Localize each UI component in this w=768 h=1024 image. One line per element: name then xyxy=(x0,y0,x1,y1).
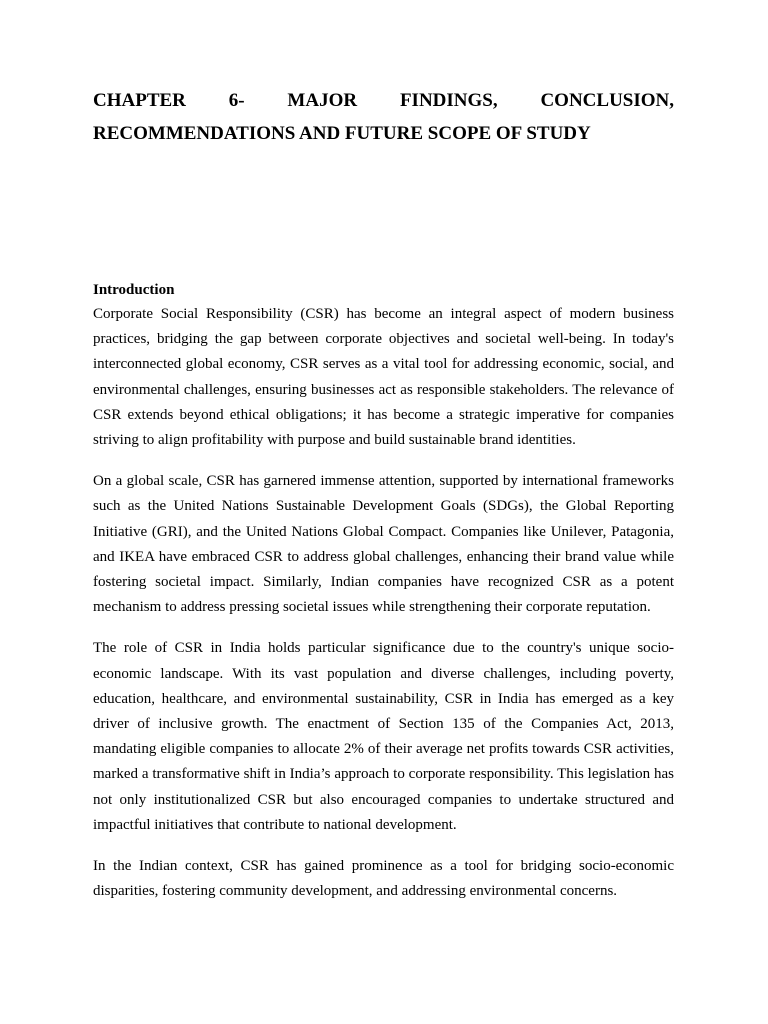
paragraph: Corporate Social Responsibility (CSR) has become an integral aspect of modern business practices, bridging the gap between corporate objectives and societal well-being. In today's interconnected global economy, CSR serves as a vital tool for addressing economic, social, and environmental challenges, ensuring businesses act as responsible stakeholders. The relevance of CSR extends beyond ethical obligations; it has become a strategic imperative for companies striving to align profitability with purpose and build sustainable brand identities. xyxy=(93,306,674,449)
paragraph: The role of CSR in India holds particular significance due to the country's unique socio-economic landscape. With its vast population and diverse challenges, including poverty, education, healthcare, and environmental sustainability, CSR in India has emerged as a key driver of inclusive growth. The enactment of Section 135 of the Companies Act, 2013, mandating eligible companies to allocate 2% of their average net profits towards CSR activities, marked a transformative shift in India’s approach to corporate responsibility. This legislation has not only institutionalized CSR but also encouraged companies to undertake structured and impactful initiatives that contribute to national development. xyxy=(93,640,674,833)
chapter-title xyxy=(93,84,674,150)
introduction-body xyxy=(93,302,674,920)
paragraph: In the Indian context, CSR has gained prominence as a tool for bridging socio-economic disparities, fostering community development, and addressing environmental concerns. xyxy=(93,858,674,900)
chapter-title-line-1: CHAPTER 6- MAJOR FINDINGS, CONCLUSION, xyxy=(93,90,674,111)
introduction-heading: Introduction xyxy=(93,282,175,298)
chapter-title-line-2: RECOMMENDATIONS AND FUTURE SCOPE OF STUDY xyxy=(93,123,591,144)
paragraph: On a global scale, CSR has garnered immense attention, supported by international frameworks such as the United Nations Sustainable Development Goals (SDGs), the Global Reporting Initiative (GRI), and the United Nations Global Compact. Companies like Unilever, Patagonia, and IKEA have embraced CSR to address global challenges, enhancing their brand value while fostering societal impact. Similarly, Indian companies have recognized CSR as a potent mechanism to address pressing societal issues while strengthening their corporate reputation. xyxy=(93,473,674,616)
